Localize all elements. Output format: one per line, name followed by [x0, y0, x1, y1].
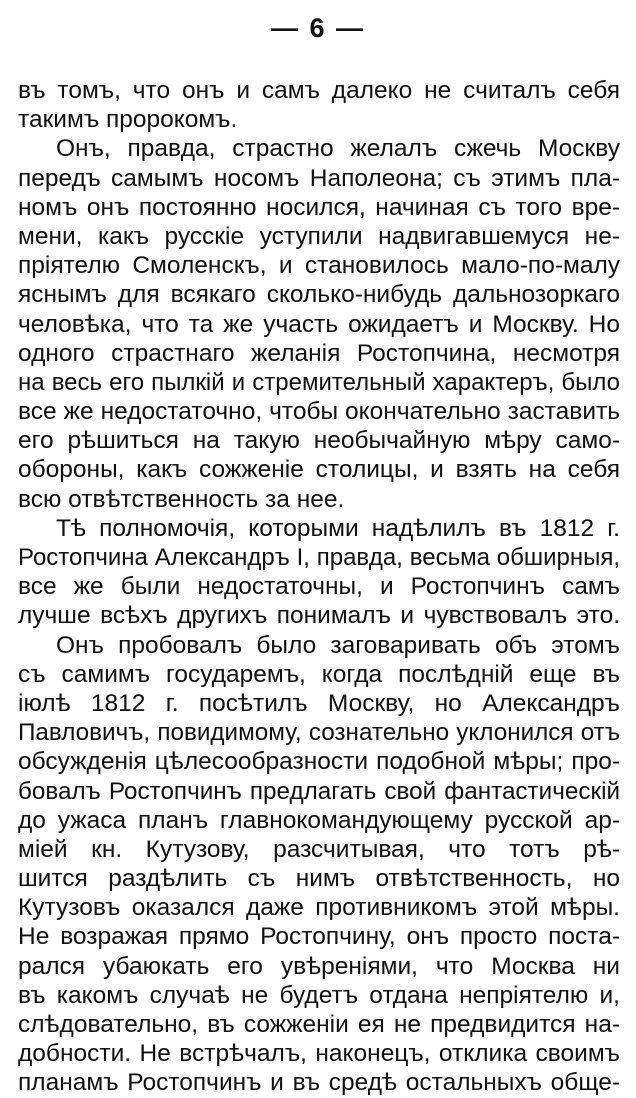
text-line: Онъ, правда, страстно желалъ сжечь Москву — [56, 135, 620, 163]
text-line: все же были недостаточны, и Ростопчинъ самъ — [18, 573, 620, 601]
text-line: Онъ пробовалъ было заговаривать объ этомъ — [56, 631, 620, 659]
text-line: рался убаюкать его увѣреніями, что Москва ни — [18, 952, 620, 980]
text-line: все же недостаточно, чтобы окончательно заставить — [18, 398, 620, 426]
text-line: планамъ Ростопчинъ и въ средѣ остальныхъ обще- — [18, 1069, 620, 1097]
text-line: обсужденія цѣлесообразности подобной мѣры; про- — [18, 748, 620, 776]
text-line: Тѣ полномочія, которыми надѣлилъ въ 1812 г. — [56, 514, 620, 542]
text-line: съ самимъ государемъ, когда послѣдній еще въ — [18, 660, 620, 688]
text-line: яснымъ для всякаго сколько-нибудь дальнозоркаго — [18, 281, 620, 309]
text-line: обороны, какъ сожженіе столицы, и взять на себя — [18, 456, 620, 484]
text-line: шится раздѣлить съ нимъ отвѣтственность, но — [18, 865, 620, 893]
text-line: слѣдовательно, въ сожженіи ея не предвидится на- — [18, 1011, 620, 1038]
text-line: міей кн. Кутузову, разсчитывая, что тотъ рѣ- — [18, 835, 620, 863]
text-line: номъ онъ постоянно носился, начиная съ того вре- — [18, 193, 620, 221]
text-line: одного страстнаго желанія Ростопчина, несмотря — [18, 339, 620, 367]
text-line: на весь его пылкій и стремительный характеръ, было — [18, 368, 620, 396]
page-number: — 6 — — [270, 13, 366, 43]
text-line: передъ самымъ носомъ Наполеона; съ этимъ пла- — [18, 164, 620, 192]
text-line: его рѣшиться на такую необычайную мѣру само- — [18, 427, 620, 455]
text-line: мени, какъ русскіе уступили надвигавшемуся не- — [18, 222, 620, 250]
text-line: до ужаса планъ главнокомандующему русской ар- — [18, 806, 620, 834]
text-line: въ какомъ случаѣ не будетъ отдана непріятелю и, — [18, 981, 620, 1009]
text-line: Ростопчина Александръ I, правда, весьма обширныя, — [18, 544, 620, 571]
text-line: всю отвѣтственность за нее. — [18, 485, 345, 513]
text-line: добности. Не встрѣчалъ, наконецъ, отклика своимъ — [18, 1040, 620, 1068]
text-line: іюлѣ 1812 г. посѣтилъ Москву, но Александръ — [18, 689, 620, 717]
text-line: въ томъ, что онъ и самъ далеко не считалъ себя — [18, 77, 620, 104]
text-line: Не возражая прямо Ростопчину, онъ просто поста- — [18, 923, 620, 951]
text-line: Кутузовъ оказался даже противникомъ этой мѣры. — [18, 894, 620, 922]
text-line: лучше всѣхъ другихъ понималъ и чувствовалъ это. — [18, 602, 620, 630]
text-line: Павловичъ, повидимому, сознательно уклонился отъ — [18, 719, 620, 747]
text-line: человѣка, что та же участь ожидаетъ и Москву. Но — [18, 310, 620, 338]
body-text — [18, 76, 620, 1098]
text-line: пріятелю Смоленскъ, и становилось мало-по-малу — [18, 252, 620, 280]
text-line: бовалъ Ростопчинъ предлагать свой фантастическій — [18, 777, 620, 805]
text-line: такимъ пророкомъ. — [18, 106, 238, 134]
